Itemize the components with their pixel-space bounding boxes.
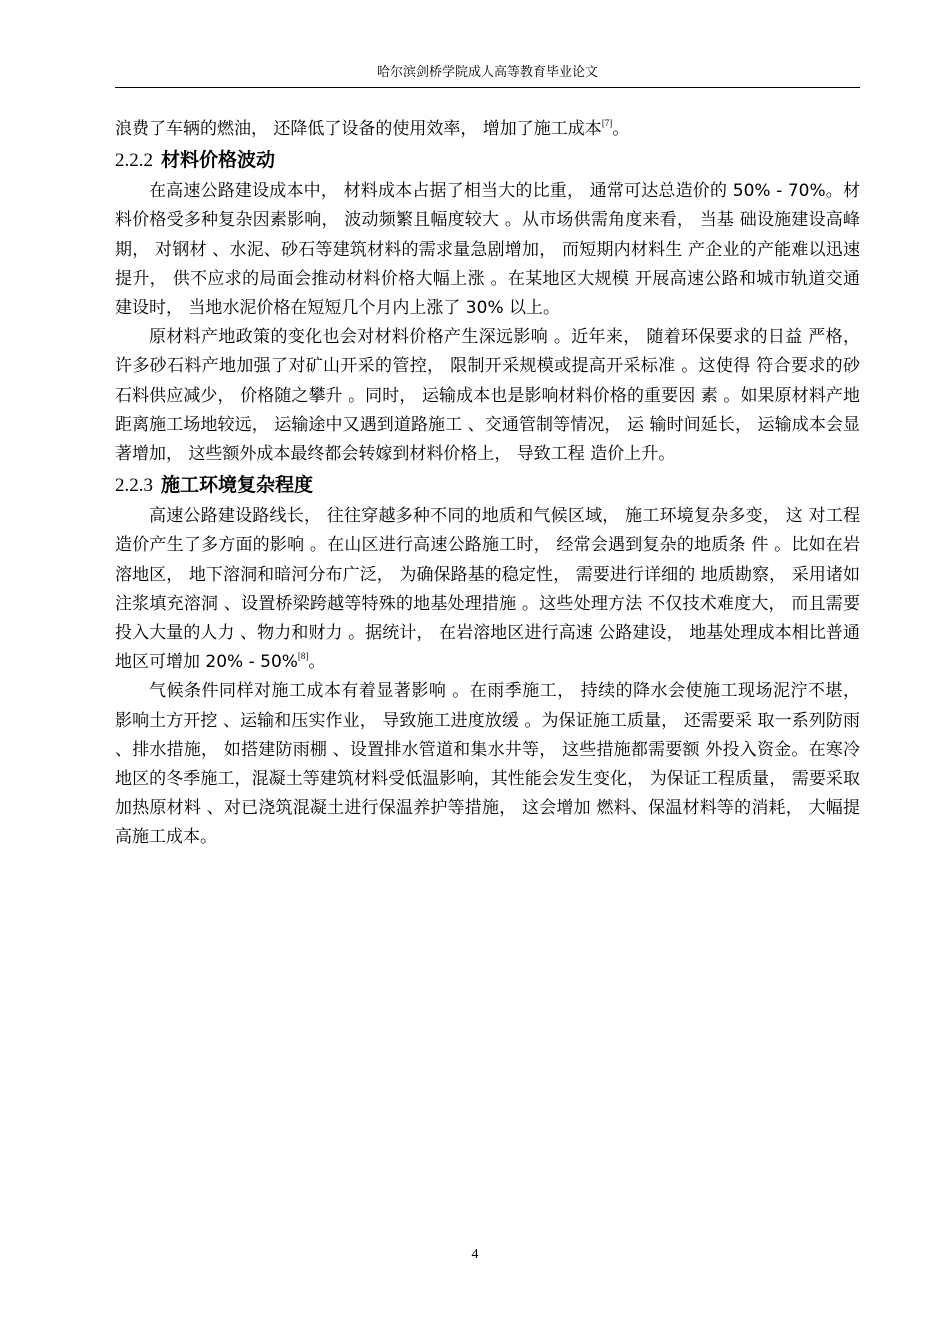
paragraph-end: 。 [612, 119, 630, 139]
citation-ref: [7] [601, 118, 613, 128]
paragraph-continued [115, 115, 860, 144]
section-title: 材料价格波动 [161, 149, 276, 172]
paragraph: 原材料产地政策的变化也会对材料价格产生深远影响 。近年来， 随着环保要求的日益 严格， 许多砂石料产地加强了对矿山开采的管控， 限制开采规模或提高开采标准 。这使得 符合要求的砂石料供应减少， 价格随之攀升 。同时， 运输成本也是影响材料价格的重要因 素 。如果原材料产地距离施工场地较远， 运输途中又遇到道路施工 、交通管制等情况， 运 输时间延长， 运输成本会显著增加， 这些额外成本最终都会转嫁到材料价格上， 导致工程 造价上升。 [115, 327, 860, 465]
citation-ref: [8] [297, 651, 309, 662]
paragraph-end: 。 [308, 652, 326, 673]
running-header: 哈尔滨剑桥学院成人高等教育毕业论文 [376, 65, 598, 80]
paragraph-text: 浪费了车辆的燃油， 还降低了设备的使用效率， 增加了施工成本 [115, 119, 602, 139]
section-title: 施工环境复杂程度 [161, 474, 314, 497]
section-heading-2-2-3 [115, 469, 860, 502]
page-number: 4 [471, 1247, 479, 1262]
paragraph [115, 502, 860, 677]
paragraph: 气候条件同样对施工成本有着显著影响 。在雨季施工， 持续的降水会使施工现场泥泞不堪， 影响土方开挖 、运输和压实作业， 导致施工进度放缓 。为保证施工质量， 还需要采 取一系列防雨 、排水措施， 如搭建防雨棚 、设置排水管道和集水井等， 这些措施都需要额 外投入资金。在寒冷地区的冬季施工，混凝土等建筑材料受低温影响，其性能会发生变化， 为保证工程质量， 需要采取加热原材料 、对已浇筑混凝土进行保温养护等措施， 这会增加 燃料、保温材料等的消耗， 大幅提高施工成本。 [115, 681, 860, 848]
page-body [115, 115, 860, 853]
section-number: 2.2.2 [115, 150, 153, 172]
section-number: 2.2.3 [115, 475, 153, 497]
header-rule [115, 87, 860, 88]
paragraph-text: 高速公路建设路线长， 往往穿越多种不同的地质和气候区域， 施工环境复杂多变， 这 对工程造价产生了多方面的影响 。在山区进行高速公路施工时， 经常会遇到复杂的地质条 件 。比如在岩溶地区， 地下溶洞和暗河分布广泛， 为确保路基的稳定性， 需要进行详细的 地质勘察， 采用诸如注浆填充溶洞 、设置桥梁跨越等特殊的地基处理措施 。这些处理方法 不仅技术难度大， 而且需要投入大量的人力 、物力和财力 。据统计， 在岩溶地区进行高速 公路建设， 地基处理成本相比普通地区可增加 20% - 50% [115, 506, 860, 673]
paragraph: 在高速公路建设成本中， 材料成本占据了相当大的比重， 通常可达总造价的 50% - 70%。材料价格受多种复杂因素影响， 波动频繁且幅度较大 。从市场供需角度来看， 当基 础设施建设高峰期， 对钢材 、水泥、砂石等建筑材料的需求量急剧增加， 而短期内材料生 产企业的产能难以迅速提升， 供不应求的局面会推动材料价格大幅上涨 。在某地区大规模 开展高速公路和城市轨道交通建设时， 当地水泥价格在短短几个月内上涨了 30% 以上。 [115, 181, 860, 319]
section-heading-2-2-2 [115, 144, 860, 177]
